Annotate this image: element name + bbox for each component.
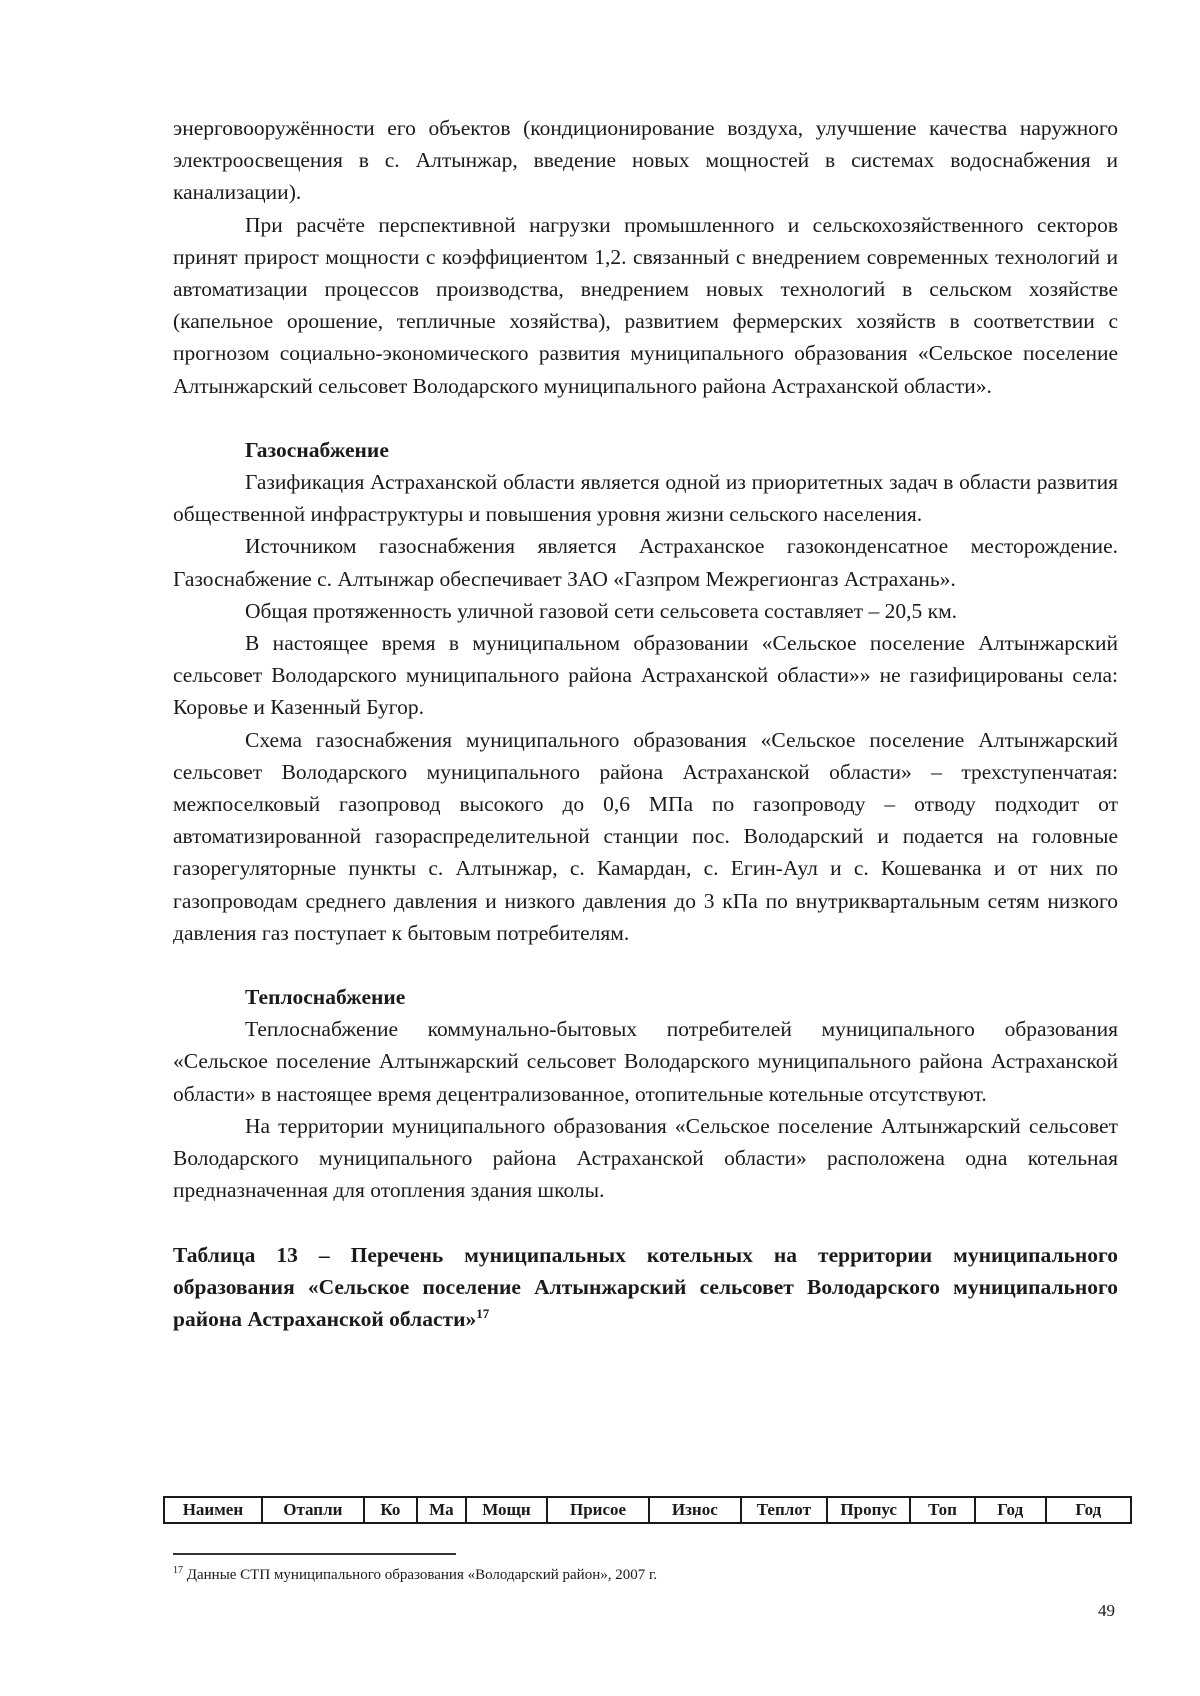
paragraph-gas-not-connected: В настоящее время в муниципальном образовании «Сельское поселение Алтынжарский сельсовет Володарского муниципального района Астраханской области»» не газифицированы села: Коровье и Казенный Бугор. xyxy=(173,631,1118,720)
page-body xyxy=(173,112,1118,1335)
table-header-cell: Пропус xyxy=(827,1497,910,1523)
table-header-cell: Износ xyxy=(649,1497,741,1523)
section-heading-gas: Газоснабжение xyxy=(245,437,389,462)
table-caption xyxy=(173,1239,1118,1336)
footnote xyxy=(173,1565,657,1585)
table-header-cell: Наимен xyxy=(164,1497,262,1523)
table-caption-text: Таблица 13 – Перечень муниципальных котельных на территории муниципального образования «Сельское поселение Алтынжарский сельсовет Володарского муниципального района Астраханской области» xyxy=(173,1242,1118,1331)
footnote-number: 17 xyxy=(173,1565,183,1576)
table-header-cell: Ма xyxy=(417,1497,466,1523)
table-header-cell: Теплот xyxy=(741,1497,827,1523)
paragraph-gas-scheme: Схема газоснабжения муниципального образования «Сельское поселение Алтынжарский сельсовет Володарского муниципального района Астраханской области» – трехступенчатая: межпоселковый газопровод высокого до 0,6 МПа по газопроводу – отводу подходит от автоматизированной газораспределительной станции пос. Володарский и подается на головные газорегуляторные пункты с. Алтынжар, с. Камардан, с. Егин-Аул и с. Кошеванка и от них по газопроводам среднего давления и низкого давления до 3 кПа по внутриквартальным сетям низкого давления газ поступает к бытовым потребителям. xyxy=(173,727,1118,945)
paragraph-gas-source: Источником газоснабжения является Астраханское газоконденсатное месторождение. Газоснабжение с. Алтынжар обеспечивает ЗАО «Газпром Межрегионгаз Астрахань». xyxy=(173,534,1118,591)
table-header-cell: Год xyxy=(975,1497,1046,1523)
table-header-cell: Мощн xyxy=(466,1497,547,1523)
table-header-cell: Топ xyxy=(910,1497,975,1523)
table-header-cell: Год xyxy=(1046,1497,1131,1523)
paragraph-gas-priority: Газификация Астраханской области является одной из приоритетных задач в области развития общественной инфраструктуры и повышения уровня жизни сельского населения. xyxy=(173,470,1118,527)
paragraph-gas-network-length: Общая протяженность уличной газовой сети сельсовета составляет – 20,5 км. xyxy=(245,598,958,623)
table-header-cell: Отапли xyxy=(262,1497,364,1523)
footnote-separator xyxy=(173,1553,456,1555)
table-header-cell: Ко xyxy=(364,1497,417,1523)
table-header-row xyxy=(164,1497,1131,1523)
table-header-cell: Присое xyxy=(547,1497,649,1523)
paragraph-intro-continuation: энерговооружённости его объектов (кондиционирование воздуха, улучшение качества наружного электроосвещения в с. Алтынжар, введение новых мощностей в системах водоснабжения и канализации). xyxy=(173,116,1118,205)
section-heading-heat: Теплоснабжение xyxy=(245,985,406,1010)
paragraph-heat-school-boiler: На территории муниципального образования «Сельское поселение Алтынжарский сельсовет Володарского муниципального района Астраханской области» расположена одна котельная предназначенная для отопления здания школы. xyxy=(173,1113,1118,1203)
boilers-table xyxy=(163,1496,1132,1524)
page-number: 49 xyxy=(1098,1601,1115,1620)
paragraph-heat-decentralized: Теплоснабжение коммунально-бытовых потребителей муниципального образования «Сельское поселение Алтынжарский сельсовет Володарского муниципального района Астраханской области» в настоящее время децентрализованное, отопительные котельные отсутствуют. xyxy=(173,1017,1118,1106)
paragraph-load-growth: При расчёте перспективной нагрузки промышленного и сельскохозяйственного секторов принят прирост мощности с коэффициентом 1,2. связанный с внедрением современных технологий и автоматизации процессов производства, внедрением новых технологий в сельском хозяйстве (капельное орошение, тепличные хозяйства), развитием фермерских хозяйств в соответствии с прогнозом социально-экономического развития муниципального образования «Сельское поселение Алтынжарский сельсовет Володарского муниципального района Астраханской области». xyxy=(173,212,1118,398)
footnote-reference[interactable]: 17 xyxy=(476,1305,490,1321)
footnote-text: Данные СТП муниципального образования «Володарский район», 2007 г. xyxy=(186,1567,658,1583)
